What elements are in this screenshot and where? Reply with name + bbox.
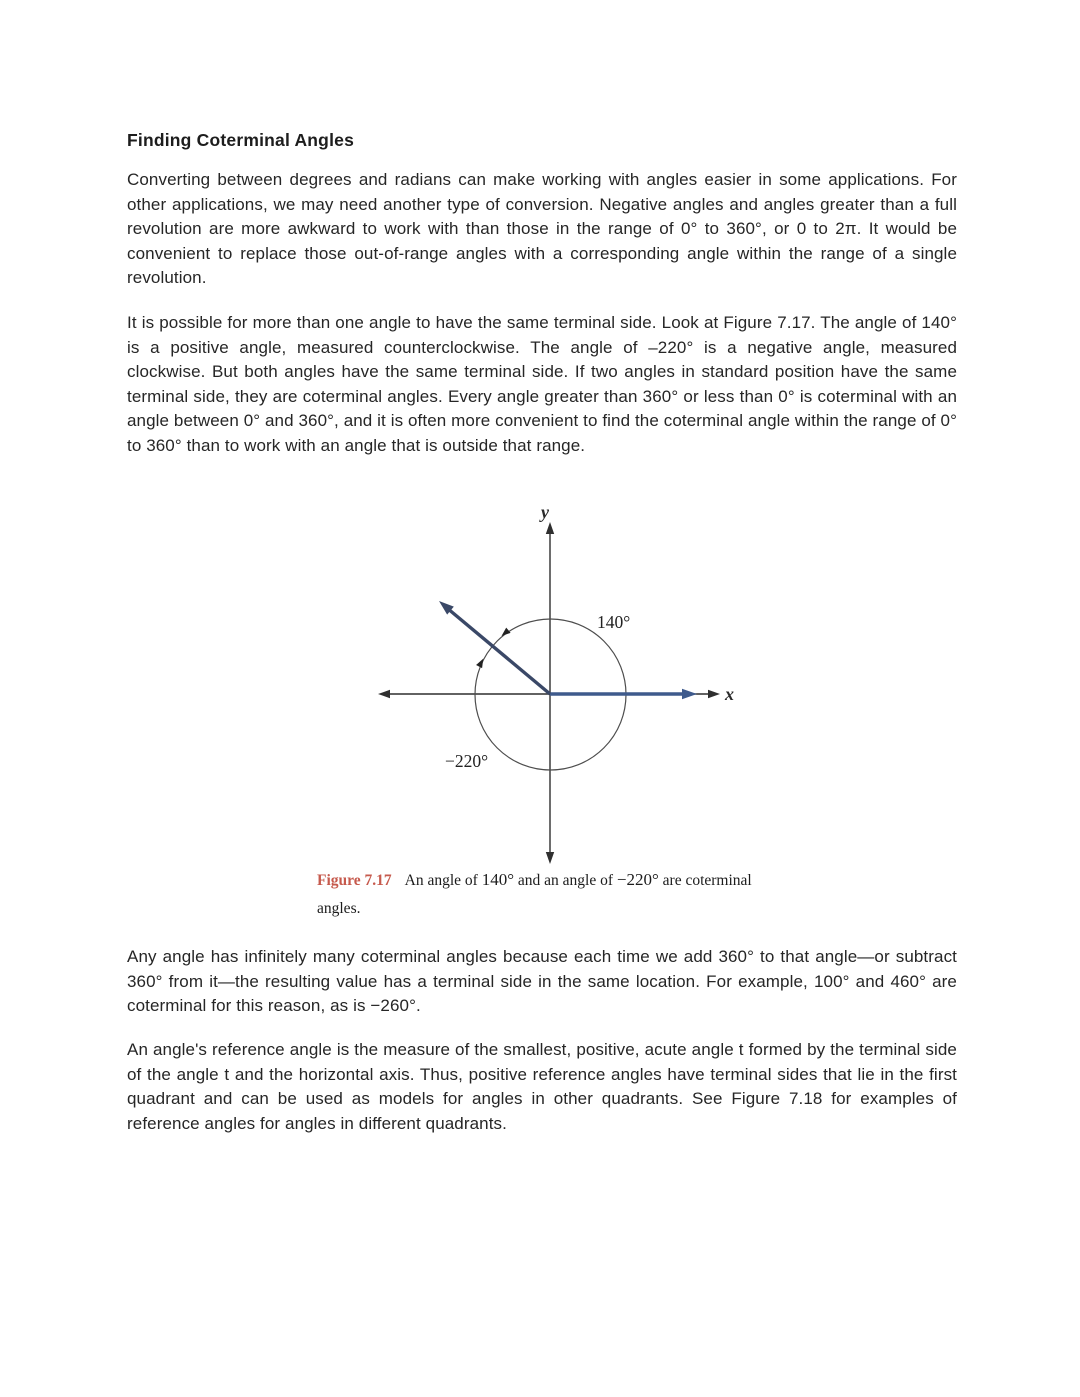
negative-angle-label: −220° xyxy=(445,751,489,771)
x-axis-right-arrow-icon xyxy=(708,690,720,698)
initial-side-arrow-icon xyxy=(682,689,697,699)
y-axis-top-arrow-icon xyxy=(546,522,554,534)
cw-direction-arrow-icon xyxy=(476,657,486,668)
figure-caption-text: and an angle of xyxy=(517,872,614,889)
terminal-side-ray xyxy=(436,597,550,694)
x-axis-left-arrow-icon xyxy=(378,690,390,698)
figure-caption-line2: coterminal angles. xyxy=(317,872,752,917)
y-axis-label: y xyxy=(541,502,549,522)
figure-caption-text: An angle of xyxy=(404,872,478,889)
paragraph-converting: Converting between degrees and radians can make working with angles easier in some applications. For other applications, we may need another type of conversion. Negative angles and angles greater than a full revolution are more awkward to work with than those in the range of 0° to 360°, or 0 to 2π. It would be convenient to replace those out-of-range angles with a corresponding angle within the range of a single revolution. xyxy=(127,170,957,288)
figure-caption-math-neg220: −220° xyxy=(616,870,659,889)
figure-caption-label: Figure 7.17 xyxy=(317,872,392,889)
figure-caption-text: are xyxy=(662,872,682,889)
y-axis-bottom-arrow-icon xyxy=(546,852,554,864)
x-axis-label: x xyxy=(725,684,734,704)
initial-side-ray xyxy=(550,689,697,699)
positive-angle-label: 140° xyxy=(597,612,631,632)
figure-caption xyxy=(317,866,797,923)
paragraph-reference-angle: An angle's reference angle is the measure of the smallest, positive, acute angle t formed by the terminal side of the angle t and the horizontal axis. Thus, positive reference angles have terminal sides that lie in the first quadrant and can be used as models for angles in other quadrants. See Figure 7.18 for examples of reference angles for angles in different quadrants. xyxy=(127,1040,957,1133)
section-heading: Finding Coterminal Angles xyxy=(127,130,354,150)
paragraph-infinitely-many: Any angle has infinitely many coterminal angles because each time we add 360° to that angle—or subtract 360° from it—the resulting value has a terminal side in the same location. For example, 100° and 460° are coterminal for this reason, as is −260°. xyxy=(127,947,957,1016)
paragraph-terminal-side: It is possible for more than one angle to have the same terminal side. Look at Figure 7.17. The angle of 140° is a positive angle, measured counterclockwise. The angle of –220° is a negative angle, measured clockwise. But both angles have the same terminal side. If two angles in standard position have the same terminal side, they are coterminal angles. Every angle greater than 360° or less than 0° is coterminal with an angle between 0° and 360°, and it is often more convenient to find the coterminal angle within the range of 0° to 360° than to work with an angle that is outside that range. xyxy=(127,313,957,455)
figure-caption-math-140: 140° xyxy=(481,870,515,889)
coterminal-angles-diagram xyxy=(360,495,780,870)
